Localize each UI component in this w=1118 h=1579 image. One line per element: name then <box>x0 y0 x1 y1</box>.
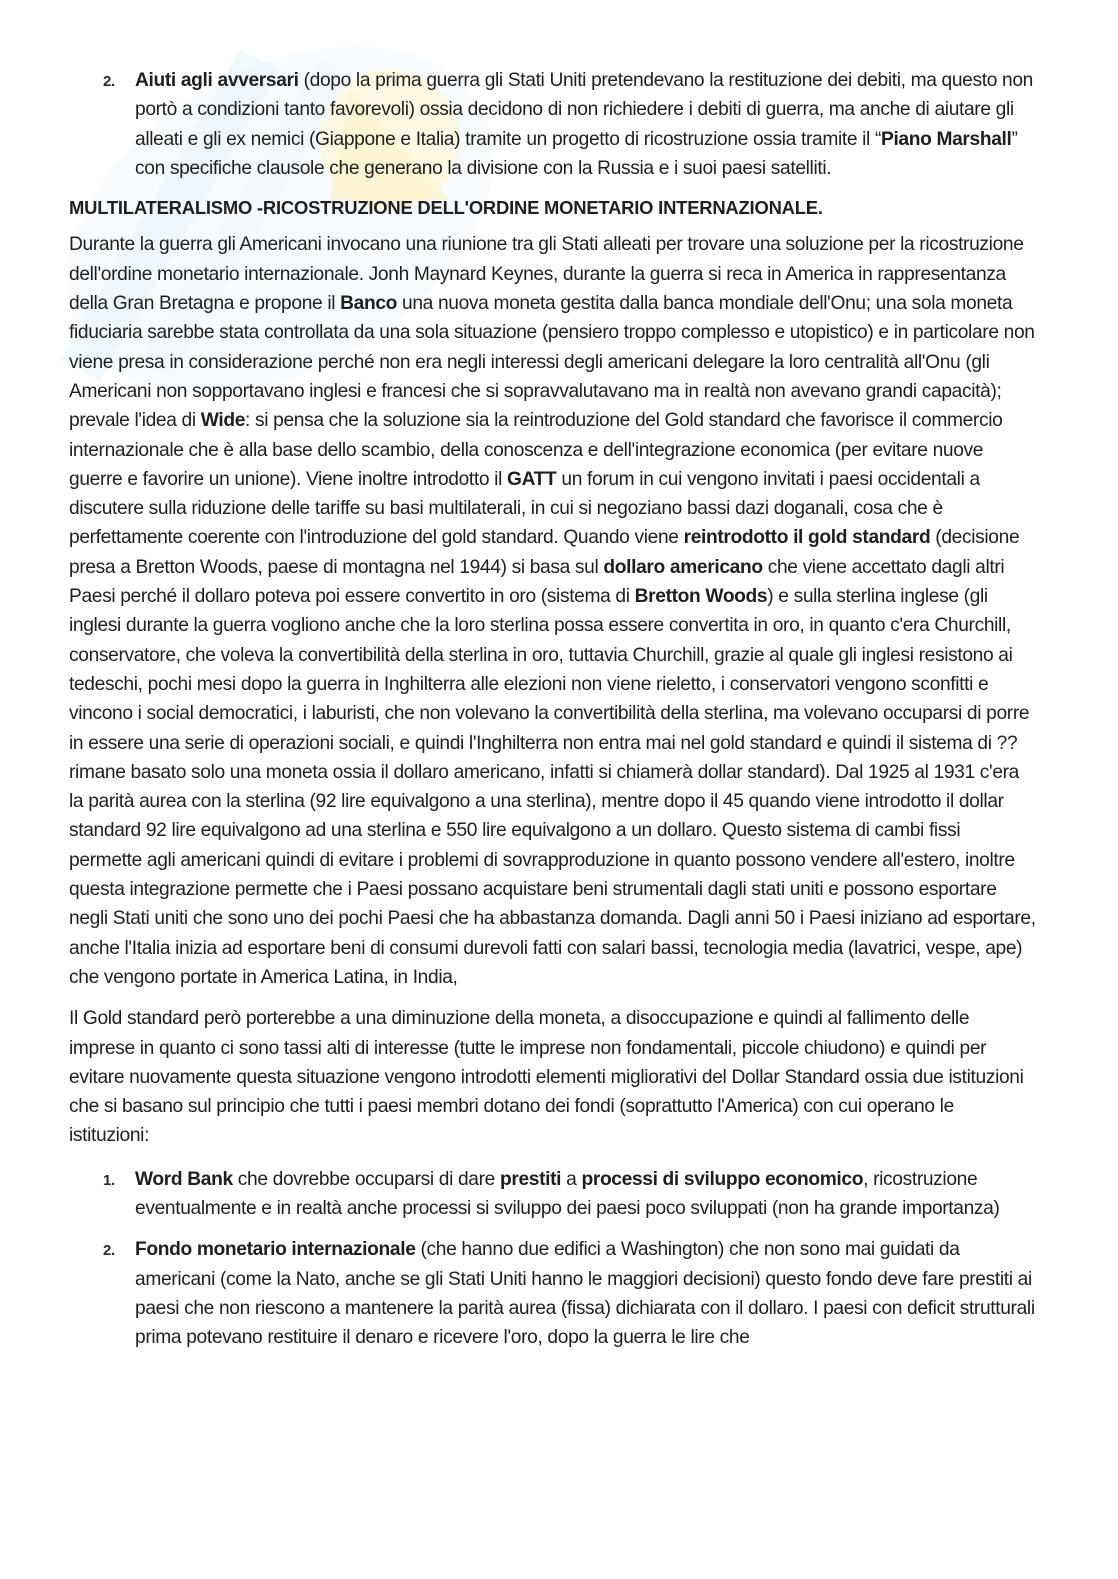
institutions-list <box>69 1165 1037 1353</box>
list-number: 1. <box>103 1171 115 1189</box>
bold-term: Piano Marshall <box>881 128 1012 150</box>
bold-term: reintrodotto il gold standard <box>683 527 931 549</box>
list-item-fondo-monetario <box>69 1235 1037 1352</box>
bold-term: prestiti <box>499 1168 562 1190</box>
list-item-text <box>135 66 1037 183</box>
paragraph-multilateralismo <box>69 230 1037 992</box>
bold-term: dollaro americano <box>603 556 763 578</box>
text-run: un forum in cui vengono invitati i paesi occidentali a discutere sulla riduzione delle tariffe su basi multilaterali, in cui si negoziano bassi dazi doganali, cosa che è perfettamente coerente con l'introduzione del gold standard. Quando viene <box>69 468 980 549</box>
text-run: ” con specifiche clausole che generano la divisione con la Russia e i suoi paesi satelliti. <box>135 128 1018 179</box>
document-body <box>69 66 1037 1364</box>
text-run: ) e sulla sterlina inglese (gli inglesi durante la guerra vogliono anche che la loro sterlina possa essere convertita in oro, in quanto c'era Churchill, conservatore, che voleva la convertibilità della sterlina in oro, tuttavia Churchill, grazie al quale gli inglesi resistono ai tedeschi, pochi mesi dopo la guerra in Inghilterra alle elezioni non viene rieletto, i conservatori vengono sconfitti e vincono i social democratici, i laburisti, che non volevano la convertibilità della sterlina, ma volevano occuparsi di porre in essere una serie di operazioni sociali, e quindi l'Inghilterra non entra mai nel gold standard e quindi il sistema di ?? rimane basato solo una moneta ossia il dollaro americano, infatti si chiamerà dollar standard). Dal 1925 al 1931 c'era la parità aurea con la sterlina (92 lire equivalgono a una sterlina), mentre dopo il 45 quando viene introdotto il dollar standard 92 lire equivalgono ad una sterlina e 550 lire equivalgono a un dollaro. Questo sistema di cambi fissi permette agli americani quindi di evitare i problemi di sovrapproduzione in quanto possono vendere all'estero, inoltre questa integrazione permette che i Paesi possano acquistare beni strumentali dagli stati uniti e possono esportare negli Stati uniti che sono uno dei pochi Paesi che ha abbastanza domanda. Dagli anni 50 i Paesi iniziano ad esportare, anche l'Italia inizia ad esportare beni di consumi durevoli fatti con salari bassi, tecnologia media (lavatrici, vespe, ape) che vengono portate in America Latina, in India, <box>69 586 1036 988</box>
text-run: (che hanno due edifici a Washington) che non sono mai guidati da americani (come la Nato, anche se gli Stati Uniti hanno le maggiori decisioni) questo fondo deve fare prestiti ai paesi che non riescono a mantenere la parità aurea (fissa) dichiarata con il dollaro. I paesi con deficit strutturali prima potevano restituire il denaro e ricevere l'oro, dopo la guerra le lire che <box>135 1239 1035 1349</box>
bold-term: Banco <box>340 293 398 315</box>
text-run: che dovrebbe occuparsi di dare <box>232 1168 500 1190</box>
text-run: (decisione presa a Bretton Woods, paese di montagna nel 1944) si basa sul <box>69 527 1020 578</box>
text-run: una nuova moneta gestita dalla banca mondiale dell'Onu; una sola moneta fiduciaria sarebbe stata controllata da una sola situazione (pensiero troppo complesso e utopistico) e in particolare non viene presa in considerazione perché non era negli interessi degli americani delegare la loro centralità all'Onu (gli Americani non sopportavano inglesi e francesi che si sopravvalutavano ma in realtà non avevano grandi capacità); prevale l'idea di <box>69 293 1035 432</box>
list-item-text <box>135 1235 1037 1352</box>
text-run: a <box>561 1168 582 1190</box>
bold-term: Wide <box>200 410 246 432</box>
list-item-aiuti-avversari <box>69 66 1037 183</box>
text-run: : si pensa che la soluzione sia la reintroduzione del Gold standard che favorisce il commercio internazionale che è alla base dello scambio, della conoscenza e dell'integrazione economica (per evitare nuove guerre e favorire un unione). Viene inoltre introdotto il <box>69 410 1003 490</box>
list-number: 2. <box>103 1242 115 1260</box>
bold-term: Word Bank <box>135 1168 233 1190</box>
text-run: (dopo la prima guerra gli Stati Uniti pretendevano la restituzione dei debiti, ma questo non portò a condizioni tanto favorevoli) ossia decidono di non richiedere i debiti di guerra, ma anche di aiutare gli alleati e gli ex nemici (Giappone e Italia) tramite un progetto di ricostruzione ossia tramite il “ <box>135 70 1033 150</box>
bold-term: Aiuti agli avversari <box>135 70 299 91</box>
bold-term: processi di sviluppo economico <box>581 1168 864 1190</box>
list-number: 2. <box>103 73 115 90</box>
list-item-world-bank <box>69 1165 1037 1224</box>
list-item-text <box>135 1165 1037 1224</box>
text-run: che viene accettato dagli altri Paesi perché il dollaro poteva poi essere convertito in oro (sistema di <box>69 556 1005 608</box>
bold-term: GATT <box>507 468 557 490</box>
paragraph-gold-standard: Il Gold standard però porterebbe a una diminuzione della moneta, a disoccupazione e quindi al fallimento delle imprese in quanto ci sono tassi alti di interesse (tutte le imprese non fondamentali, piccole chiudono) e quindi per evitare nuovamente questa situazione vengono introdotti elementi migliorativi del Dollar Standard ossia due istituzioni che si basano sul principio che tutti i paesi membri dotano dei fondi (soprattutto l'America) con cui operano le istituzioni: <box>69 1008 1024 1147</box>
bold-term: Bretton Woods <box>634 586 768 608</box>
bold-term: Fondo monetario internazionale <box>135 1239 416 1261</box>
text-run: , ricostruzione eventualmente e in realtà anche processi si sviluppo dei paesi poco sviluppati (non ha grande importanza) <box>135 1168 1000 1219</box>
section-heading: MULTILATERALISMO -RICOSTRUZIONE DELL'ORDINE MONETARIO INTERNAZIONALE. <box>69 197 823 219</box>
text-run: Durante la guerra gli Americani invocano una riunione tra gli Stati alleati per trovare una soluzione per la ricostruzione dell'ordine monetario internazionale. Jonh Maynard Keynes, durante la guerra si reca in America in rappresentanza della Gran Bretagna e propone il <box>69 234 1024 315</box>
